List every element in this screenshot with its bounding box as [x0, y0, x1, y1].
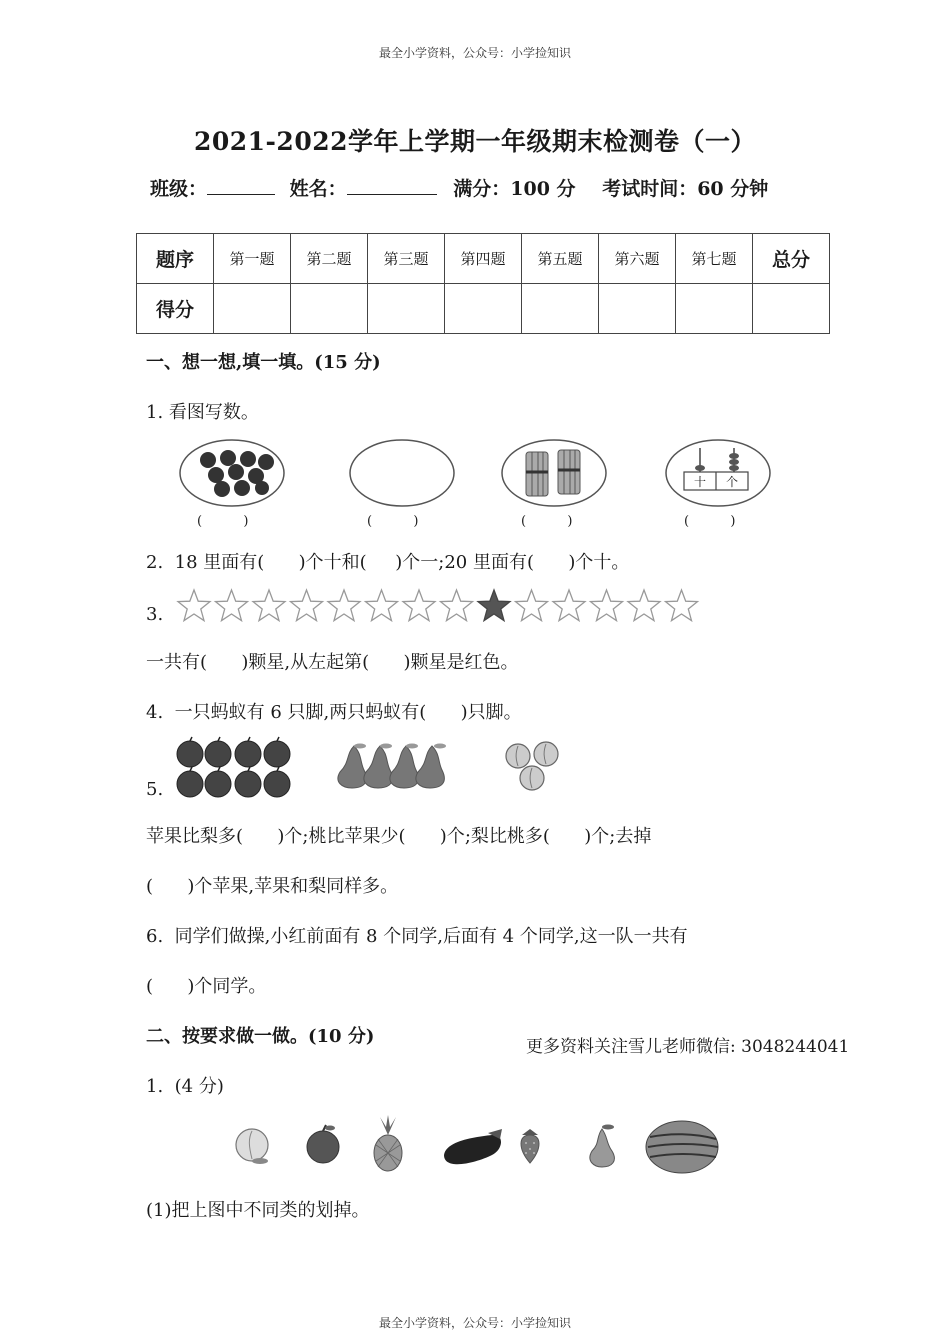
section1-heading: 一、想一想,填一填。(15 分): [146, 352, 381, 373]
score-cell[interactable]: [214, 284, 291, 334]
row-label-question: 题序: [137, 234, 214, 284]
name-label: 姓名：: [289, 178, 347, 200]
stick-bundles-image: [500, 438, 608, 508]
footer-note: 最全小学资料，公众号：小学捡知识: [378, 1316, 571, 1330]
header-note: 最全小学资料，公众号：小学捡知识: [378, 46, 571, 60]
q1-prompt: 1. 看图写数。: [146, 402, 259, 423]
answer-paren-1[interactable]: ( ): [197, 514, 249, 529]
answer-paren-4[interactable]: ( ): [684, 514, 736, 529]
eggplant-icon: [444, 1129, 502, 1164]
q3-text: 一共有( )颗星,从左起第( )颗星是红色。: [146, 652, 519, 673]
promo-note: 更多资料关注雪儿老师微信: 3048244041: [526, 1037, 850, 1057]
s2-q1-prompt: 1. (4 分): [146, 1076, 224, 1097]
class-blank[interactable]: [207, 176, 275, 195]
score-cell[interactable]: [676, 284, 753, 334]
pear-icon: [590, 1125, 614, 1168]
col-header: 第五题: [522, 234, 599, 284]
q3-number: 3.: [146, 604, 164, 625]
col-header: 第二题: [291, 234, 368, 284]
apple-icon: [307, 1125, 339, 1163]
pineapple-icon: [374, 1115, 402, 1171]
page-title: 2021-2022学年上学期一年级期末检测卷（一）: [193, 127, 757, 156]
q5-line2: ( )个苹果,苹果和梨同样多。: [146, 876, 399, 897]
full-score: 满分：100 分: [453, 178, 576, 200]
abacus-tens-label: 十: [693, 475, 706, 489]
q6-line2: ( )个同学。: [146, 976, 267, 997]
stars-row-image: [176, 588, 700, 626]
peach-icon: [236, 1129, 268, 1164]
class-label: 班级：: [150, 178, 208, 200]
score-table: [136, 233, 830, 334]
col-header: 第四题: [445, 234, 522, 284]
score-cell[interactable]: [522, 284, 599, 334]
strawberry-icon: [521, 1129, 539, 1163]
name-blank[interactable]: [347, 176, 437, 195]
score-cell[interactable]: [599, 284, 676, 334]
answer-paren-3[interactable]: ( ): [521, 514, 573, 529]
answer-paren-2[interactable]: ( ): [367, 514, 419, 529]
berries-plate-image: [178, 438, 286, 508]
apples-image: [174, 737, 294, 801]
q2-text: 2. 18 里面有( )个十和( )个一;20 里面有( )个十。: [146, 552, 630, 573]
score-cell[interactable]: [291, 284, 368, 334]
score-cell[interactable]: [368, 284, 445, 334]
student-info-line: [150, 174, 768, 201]
col-header: 第六题: [599, 234, 676, 284]
col-header: 第三题: [368, 234, 445, 284]
empty-plate-image: [348, 438, 456, 508]
row-label-score: 得分: [137, 284, 214, 334]
pears-image: [334, 742, 460, 790]
total-header: 总分: [753, 234, 830, 284]
col-header: 第七题: [676, 234, 753, 284]
q5-number: 5.: [146, 779, 164, 800]
exam-time: 考试时间：60 分钟: [602, 178, 769, 200]
score-cell[interactable]: [445, 284, 522, 334]
section2-heading: 二、按要求做一做。(10 分): [146, 1026, 375, 1047]
s2-q1-sub1: (1)把上图中不同类的划掉。: [146, 1200, 370, 1221]
col-header: 第一题: [214, 234, 291, 284]
fruits-vegetable-row-image: [230, 1115, 720, 1175]
watermelon-icon: [646, 1121, 718, 1173]
q5-line1: 苹果比梨多( )个;桃比苹果少( )个;梨比桃多( )个;去掉: [146, 826, 652, 847]
q6-line1: 6. 同学们做操,小红前面有 8 个同学,后面有 4 个同学,这一队一共有: [146, 926, 688, 947]
abacus-ones-label: 个: [725, 475, 738, 489]
q4-text: 4. 一只蚂蚁有 6 只脚,两只蚂蚁有( )只脚。: [146, 702, 522, 723]
peaches-image: [502, 738, 562, 794]
total-score-cell[interactable]: [753, 284, 830, 334]
